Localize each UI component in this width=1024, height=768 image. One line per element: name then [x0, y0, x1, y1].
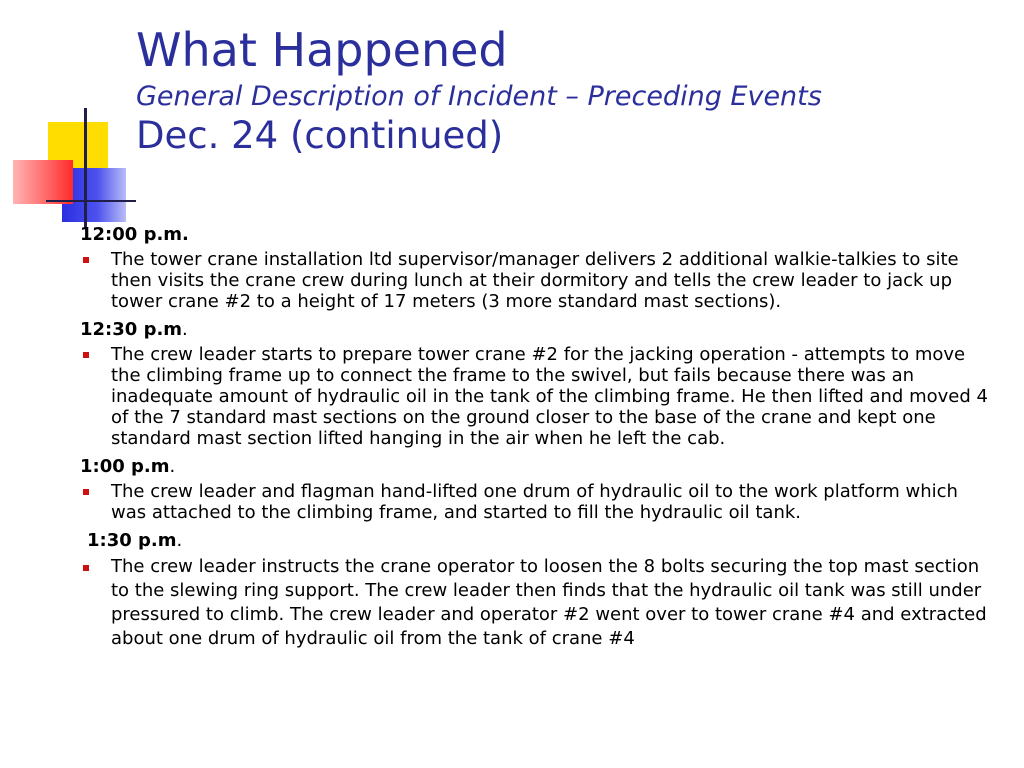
time-suffix: .	[176, 530, 183, 551]
time-label: 1:00 p.m	[80, 456, 170, 477]
bullet-icon	[83, 565, 89, 571]
time-heading	[80, 530, 995, 551]
time-label: 12:30 p.m	[80, 319, 183, 340]
list-item-text: The crew leader and flagman hand-lifted one drum of hydraulic oil to the work platform which was attached to the climbing frame, and started to fill the hydraulic oil tank.	[111, 481, 958, 523]
bullet-icon	[83, 352, 89, 358]
list-item-text: The crew leader starts to prepare tower crane #2 for the jacking operation - attempts to move the climbing frame up to connect the frame to the swivel, but fails because there was an inadequate amount of hydraulic oil in the tank of the climbing frame. He then lifted and moved 4 of the 7 standard mast sections on the ground closer to the base of the crane and kept one standard mast section lifted hanging in the air when he left the cab.	[111, 344, 988, 449]
bullet-icon	[83, 489, 89, 495]
time-heading	[80, 319, 995, 340]
bullet-icon	[83, 257, 89, 263]
slide-header	[136, 20, 822, 158]
slide-subtitle: General Description of Incident – Preceding Events	[136, 81, 822, 112]
list-item	[80, 555, 995, 651]
slide-date-heading: Dec. 24 (continued)	[136, 114, 504, 157]
list-item-text: The crew leader instructs the crane operator to loosen the 8 bolts securing the top mast section to the slewing ring support. The crew leader then finds that the hydraulic oil tank was still under pressured to climb. The crew leader and operator #2 went over to tower crane #4 and extracted about one drum of hydraulic oil from the tank of crane #4	[111, 556, 987, 649]
time-label: 12:00 p.m.	[80, 224, 189, 245]
time-label: 1:30 p.m	[87, 530, 177, 551]
list-item	[80, 249, 995, 312]
time-suffix: .	[182, 319, 188, 340]
time-suffix: .	[169, 456, 176, 477]
slide-title: What Happened	[136, 23, 508, 77]
decor-horizontal-line	[46, 200, 136, 202]
decor-red-square	[13, 160, 73, 204]
time-heading	[80, 456, 995, 477]
time-heading	[80, 224, 995, 245]
decor-vertical-line	[84, 108, 87, 228]
list-item-text: The tower crane installation ltd supervisor/manager delivers 2 additional walkie-talkies to site then visits the crane crew during lunch at their dormitory and tells the crew leader to jack up tower crane #2 to a height of 17 meters (3 more standard mast sections).	[111, 249, 959, 312]
list-item	[80, 344, 995, 449]
list-item	[80, 481, 995, 523]
slide-body	[80, 222, 995, 658]
